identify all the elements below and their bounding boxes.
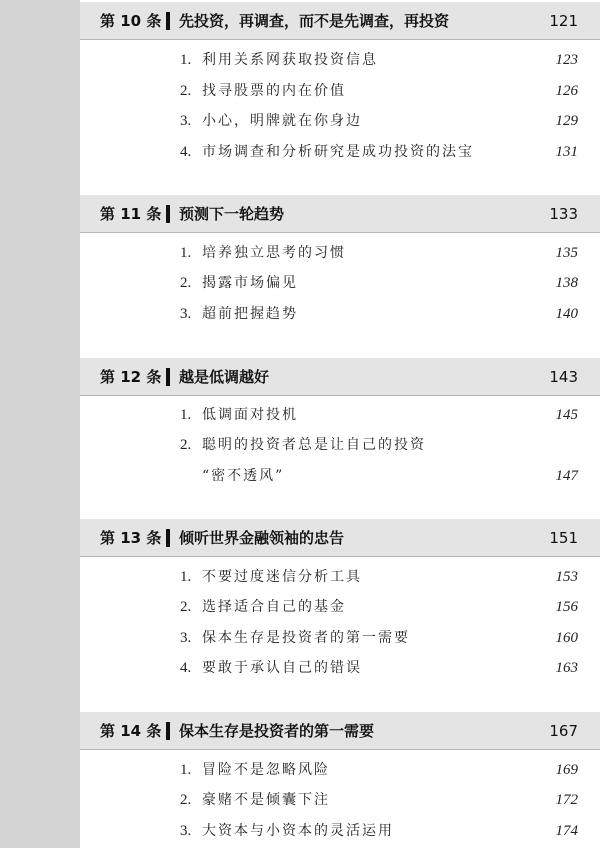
entry-page-number: 145	[555, 407, 578, 423]
chapter-page-number: 133	[549, 205, 578, 223]
chapter-page-number: 167	[549, 722, 578, 740]
chapter-page-number: 121	[549, 12, 578, 30]
entry-title: 低调面对投机	[202, 407, 298, 423]
entry-title: 冒险不是忽略风险	[202, 762, 330, 778]
chapter-divider	[166, 205, 170, 223]
toc-entry[interactable]	[180, 140, 578, 164]
entry-page-number: 129	[555, 113, 578, 129]
entry-number: 3.	[180, 306, 192, 322]
entry-number: 2.	[180, 83, 192, 99]
entry-title: 聪明的投资者总是让自己的投资	[202, 437, 426, 453]
entry-title: 不要过度迷信分析工具	[202, 569, 362, 585]
entry-title: 揭露市场偏见	[202, 275, 298, 291]
toc-entry[interactable]	[180, 79, 578, 103]
chapter-header[interactable]	[80, 519, 600, 557]
entry-page-number: 126	[555, 83, 578, 99]
entry-page-number: 138	[555, 275, 578, 291]
toc-entry[interactable]	[180, 109, 578, 133]
toc-entry[interactable]	[180, 403, 578, 427]
chapter-number: 第 12 条	[100, 368, 162, 386]
toc-entry[interactable]	[180, 656, 578, 680]
chapter-header[interactable]	[80, 195, 600, 233]
chapter-title: 预测下一轮趋势	[179, 205, 285, 223]
entry-title: 选择适合自己的基金	[202, 599, 346, 615]
entry-number: 4.	[180, 144, 192, 160]
chapter-number: 第 11 条	[100, 205, 162, 223]
left-margin-bar	[0, 0, 80, 848]
toc-entry[interactable]	[180, 433, 578, 457]
entry-number: 1.	[180, 407, 192, 423]
entry-number: 3.	[180, 823, 192, 839]
entry-number: 2.	[180, 275, 192, 291]
entry-number: 1.	[180, 245, 192, 261]
toc-entry[interactable]	[180, 758, 578, 782]
entry-page-number: 131	[555, 144, 578, 160]
entry-title: 小心，明牌就在你身边	[202, 113, 362, 129]
chapter-number: 第 10 条	[100, 12, 162, 30]
toc-entry[interactable]	[180, 241, 578, 265]
toc-entry[interactable]	[180, 626, 578, 650]
chapter-page-number: 151	[549, 529, 578, 547]
entry-number: 2.	[180, 792, 192, 808]
entry-page-number: 172	[555, 792, 578, 808]
toc-entry[interactable]	[180, 302, 578, 326]
entry-number: 1.	[180, 762, 192, 778]
entry-page-number: 147	[555, 468, 578, 484]
toc-entry[interactable]	[180, 819, 578, 843]
chapter-divider	[166, 529, 170, 547]
entry-number: 1.	[180, 569, 192, 585]
chapter-page-number: 143	[549, 368, 578, 386]
chapter-header[interactable]	[80, 2, 600, 40]
entry-page-number: 123	[555, 52, 578, 68]
entry-title: 培养独立思考的习惯	[202, 245, 346, 261]
toc-entry[interactable]	[180, 271, 578, 295]
entry-page-number: 135	[555, 245, 578, 261]
chapter-divider	[166, 368, 170, 386]
entry-number: 1.	[180, 52, 192, 68]
entry-page-number: 160	[555, 630, 578, 646]
entry-title: 利用关系网获取投资信息	[202, 52, 378, 68]
toc-entry[interactable]	[180, 595, 578, 619]
chapter-number: 第 13 条	[100, 529, 162, 547]
entry-title: 豪赌不是倾囊下注	[202, 792, 330, 808]
entry-number: 3.	[180, 113, 192, 129]
chapter-title: 越是低调越好	[179, 368, 270, 386]
entry-title: 超前把握趋势	[202, 306, 298, 322]
entry-number: 2.	[180, 437, 192, 453]
entry-title: 保本生存是投资者的第一需要	[202, 630, 410, 646]
toc-entry-continuation[interactable]	[180, 464, 578, 488]
toc-entry[interactable]	[180, 565, 578, 589]
chapter-number: 第 14 条	[100, 722, 162, 740]
chapter-divider	[166, 12, 170, 30]
chapter-title: 保本生存是投资者的第一需要	[179, 722, 375, 740]
chapter-title: 先投资，再调查，而不是先调查，再投资	[179, 12, 450, 30]
entry-page-number: 174	[555, 823, 578, 839]
chapter-divider	[166, 722, 170, 740]
entry-page-number: 140	[555, 306, 578, 322]
entry-title-continuation: “密不透风”	[202, 468, 285, 484]
entry-title: 要敢于承认自己的错误	[202, 660, 362, 676]
entry-number: 4.	[180, 660, 192, 676]
entry-title: 大资本与小资本的灵活运用	[202, 823, 394, 839]
entry-title: 市场调查和分析研究是成功投资的法宝	[202, 144, 474, 160]
entry-page-number: 156	[555, 599, 578, 615]
entry-page-number: 153	[555, 569, 578, 585]
toc-entry[interactable]	[180, 788, 578, 812]
entry-number: 3.	[180, 630, 192, 646]
chapter-header[interactable]	[80, 712, 600, 750]
table-of-contents	[80, 0, 600, 848]
entry-page-number: 163	[555, 660, 578, 676]
entry-title: 找寻股票的内在价值	[202, 83, 346, 99]
chapter-header[interactable]	[80, 358, 600, 396]
entry-number: 2.	[180, 599, 192, 615]
entry-page-number: 169	[555, 762, 578, 778]
toc-entry[interactable]	[180, 48, 578, 72]
chapter-title: 倾听世界金融领袖的忠告	[179, 529, 345, 547]
